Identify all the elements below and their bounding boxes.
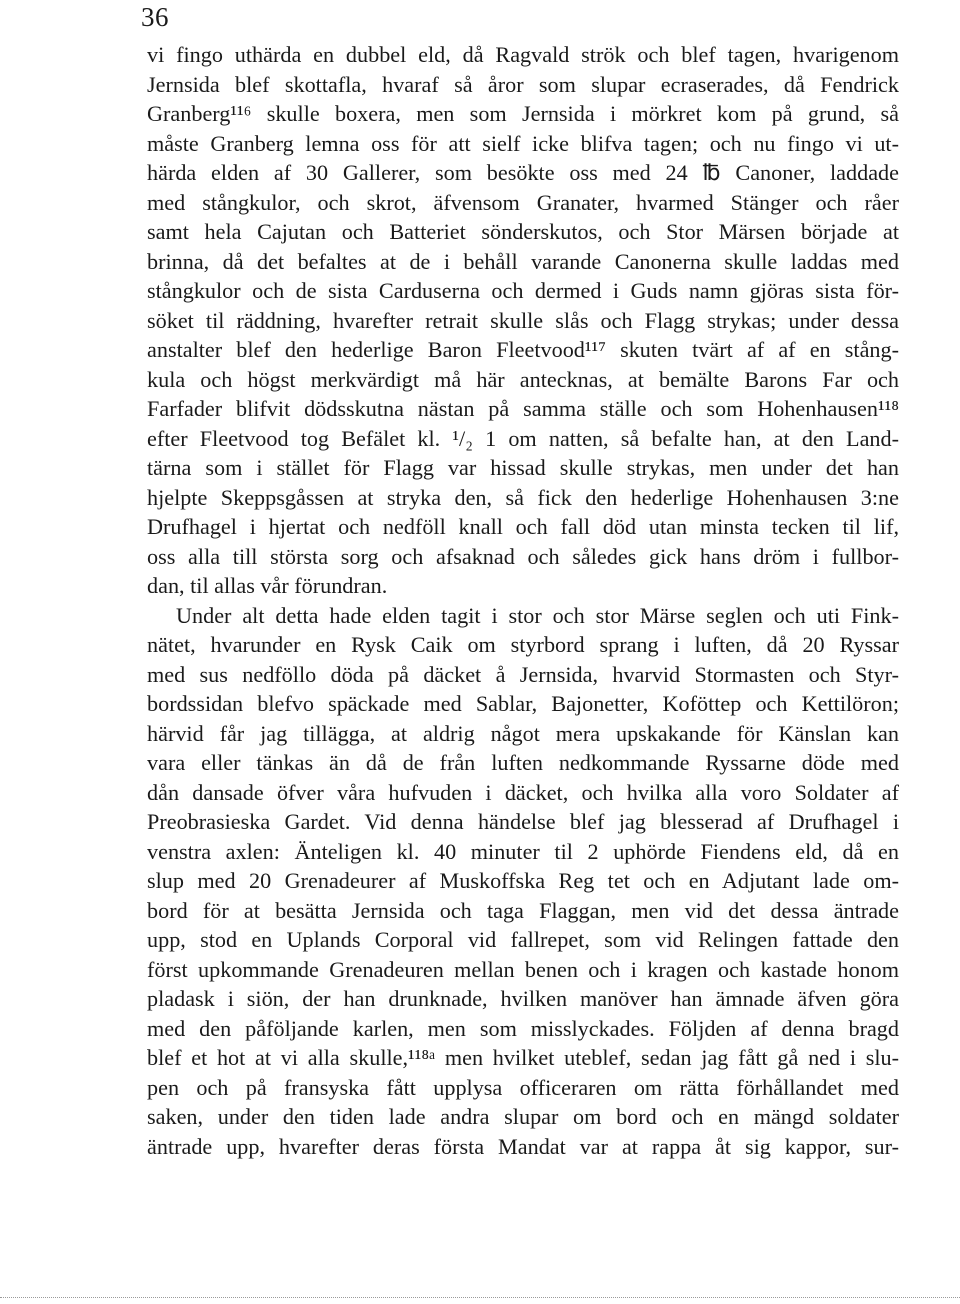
text-line: saken, under den tiden lade andra slupar om bord och en mängd soldater: [147, 1104, 899, 1129]
paragraph-start-line: Under alt detta hade elden tagit i stor och stor Märse seglen och uti Fink-: [176, 602, 899, 628]
text-line: nätet, hvarunder en Rysk Caik om styrbord sprang i luften, då 20 Ryssar: [147, 632, 899, 657]
text-line: slup med 20 Grenadeurer af Muskoffska Reg tet och en Adjutant lade om-: [147, 868, 899, 893]
text-line: venstra axlen: Änteligen kl. 40 minuter til 2 uphörde Fiendens eld, då en: [147, 838, 899, 864]
text-line: Preobrasieska Gardet. Vid denna händelse blef jag blesserad af Drufhagel i: [147, 809, 899, 834]
body-text: [147, 40, 899, 1161]
text-line: Drufhagel i hjertat och nedföll knall och fall död utan minsta tecken til lif,: [147, 514, 899, 539]
text-line: dån dansade öfver våra hufvuden i däcket, och hvilka alla voro Soldater af: [147, 779, 899, 805]
text-line: först upkommande Grenadeuren mellan benen och i kragen och kastade honom: [147, 956, 899, 982]
text-line: tärna som i stället för Flagg var hissad skulle strykas, men under det han: [147, 455, 899, 480]
page-number: 36: [141, 2, 169, 32]
text-line: härvid får jag tillägga, at aldrig något mera upskakande för Känslan kan: [147, 720, 899, 746]
scan-edge-rule: [0, 1297, 960, 1298]
text-line: Jernsida blef skottafla, hvaraf så åror som slupar ecraserades, då Fendrick: [147, 71, 899, 97]
text-line: äntrade upp, hvarefter deras första Mandat var at rappa åt sig kappor, sur-: [147, 1133, 899, 1159]
text-line: stångkulor och de sista Carduserna och dermed i Guds namn gjöras sista för-: [147, 278, 899, 303]
text-line: med den påföljande karlen, men som misslyckades. Följden af denna bragd: [147, 1015, 899, 1041]
text-line: samt hela Cajutan och Batteriet sönderskutos, och Stor Märsen började at: [147, 219, 899, 244]
text-line: oss alla till största sorg och afsaknad och således gick hans dröm i fullbor-: [147, 543, 899, 569]
paragraph-end-line: dan, til allas vår förundran.: [147, 573, 388, 598]
text-line: vi fingo uthärda en dubbel eld, då Ragvald strök och blef tagen, hvarigenom: [147, 42, 899, 67]
text-line: med sus nedföllo döda på däcket å Jernsida, hvarvid Stormasten och Styr-: [147, 661, 899, 687]
text-line: vara eller tänkas än då de från luften nedkommande Ryssarne döde med: [147, 750, 899, 775]
text-line: Granberg¹¹⁶ skulle boxera, men som Jernsida i mörkret kom på grund, så: [147, 101, 899, 126]
text-line: efter Fleetvood tog Befälet kl. ¹/₂ 1 om natten, så befalte han, at den Land-: [147, 425, 899, 451]
text-line: söket til räddning, hvarefter retrait skulle slås och Flagg strykas; under dessa: [147, 307, 899, 333]
text-line: pladask i siön, der han drunknade, hvilken manöver han ämnade äfven göra: [147, 986, 899, 1011]
text-line: med stångkulor, och skrot, äfvensom Granater, hvarmed Stänger och råer: [147, 189, 899, 215]
text-line: Farfader blifvit dödsskutna nästan på samma ställe och som Hohenhausen¹¹⁸: [147, 396, 899, 421]
text-line: måste Granberg lemna oss för att sielf icke blifva tagen; och nu fingo vi ut-: [147, 130, 899, 156]
text-line: härda elden af 30 Gallerer, som besökte oss med 24 ℔ Canoner, laddade: [147, 160, 899, 185]
text-line: upp, stod en Uplands Corporal vid fallrepet, som vid Relingen fattade den: [147, 927, 899, 952]
text-line: anstalter blef den hederlige Baron Fleetvood¹¹⁷ skuten tvärt af af en stång-: [147, 337, 899, 362]
text-line: hjelpte Skeppsgåssen at stryka den, så fick den hederlige Hohenhausen 3:ne: [147, 484, 899, 510]
text-line: blef et hot at vi alla skulle,¹¹⁸ᵃ men hvilket uteblef, sedan jag fått gå ned i slu-: [147, 1045, 899, 1070]
text-line: bord för at besätta Jernsida och taga Flaggan, men vid det dessa äntrade: [147, 897, 899, 923]
text-line: brinna, då det befaltes at de i behåll varande Canonerna skulle laddas med: [147, 248, 899, 274]
text-line: pen och på fransyska fått upplysa officeraren om rätta förhållandet med: [147, 1074, 899, 1100]
text-line: bordssidan blefvo späckade med Sablar, Bajonetter, Koföttер och Kettilöron;: [147, 691, 899, 716]
text-line: kula och högst merkvärdigt må här antecknas, at bemälte Barons Far och: [147, 366, 899, 392]
